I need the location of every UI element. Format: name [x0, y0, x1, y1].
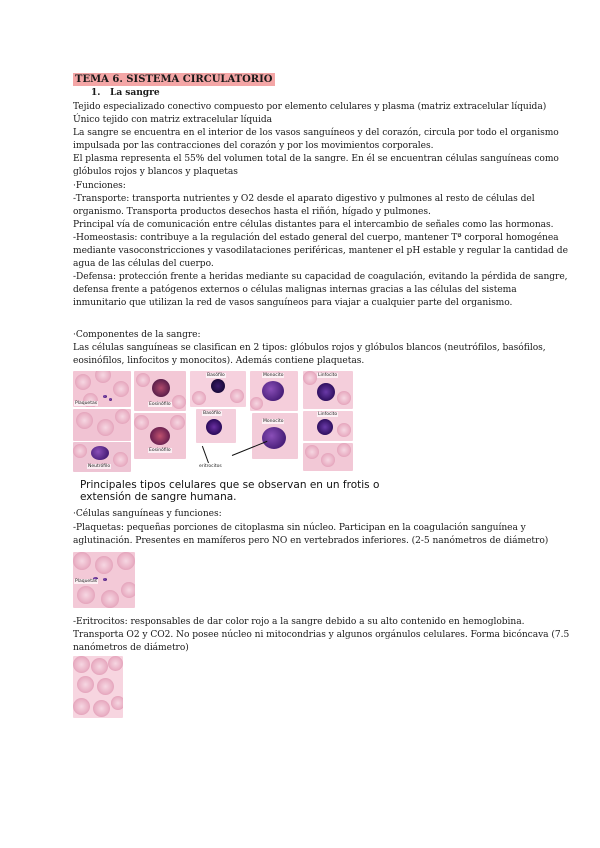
text-line: eosinófilos, linfocitos y monocitos). Además contiene plaquetas.: [73, 356, 365, 366]
section-number: 1.: [91, 87, 101, 98]
micrograph-lymphocyte-bottom: [303, 411, 353, 441]
text-line: nanómetros de diámetro): [73, 643, 189, 653]
micrograph-neutrophil: [73, 442, 131, 472]
micrograph-background-rbc: [73, 409, 131, 441]
label-linfocito-top: Linfocito: [318, 373, 338, 378]
text-line: agua de las células del cuerpo.: [73, 259, 214, 269]
text-line: defensa frente a patógenos externos o células malignas internas gracias a las células del sistema: [73, 285, 517, 295]
caption-line-2: extensión de sangre humana.: [80, 491, 237, 503]
caption-line-1: Principales tipos celulares que se observan en un frotis o: [80, 479, 380, 491]
text-line: aglutinación. Presentes en mamíferos pero NO en vertebrados inferiores. (2-5 nanómetros de diámetro): [73, 536, 549, 546]
text-line: -Plaquetas: pequeñas porciones de citoplasma sin núcleo. Participan en la coagulación sanguínea y: [73, 523, 526, 533]
micrograph-monocyte-bottom: [252, 413, 298, 459]
micrograph-monocyte-top: [250, 371, 298, 411]
micrograph-basophil-center: [196, 409, 236, 443]
erythrocytes-micrograph: [73, 656, 123, 718]
text-line: impulsada por las contracciones del corazón y por los movimientos corporales.: [73, 141, 434, 151]
label-linfocito-bottom: Linfocito: [318, 412, 338, 417]
text-line: Las células sanguíneas se clasifican en 2 tipos: glóbulos rojos y glóbulos blancos (neutrófilos, basófilos,: [73, 343, 546, 353]
platelets-micrograph: [73, 552, 135, 608]
page-title: TEMA 6. SISTEMA CIRCULATORIO: [75, 74, 273, 85]
text-line: glóbulos rojos y blancos y plaquetas: [73, 167, 238, 177]
text-line: -Homeostasis: contribuye a la regulación del estado general del cuerpo, mantener Tª corporal homogénea: [73, 233, 559, 243]
label-monocito-top: Monocito: [263, 373, 284, 378]
text-line: organismo. Transporta productos desechos hasta el riñón, hígado y pulmones.: [73, 207, 431, 217]
micrograph-lymphocyte-top: [303, 371, 353, 409]
micrograph-eosinophil-top: [134, 371, 186, 411]
platelets-micrograph-label: Plaquetas: [75, 579, 98, 584]
micrograph-erythrocytes: [303, 443, 353, 471]
micrograph-eosinophil-bottom: [134, 413, 186, 459]
label-eosinofilo-top: Eosinófilo: [149, 402, 171, 407]
figure-caption: [80, 479, 379, 503]
text-line: ·Componentes de la sangre:: [73, 330, 201, 340]
text-line: -Transporte: transporta nutrientes y O2 desde el aparato digestivo y pulmones al resto de células del: [73, 194, 535, 204]
text-line: ·Células sanguíneas y funciones:: [73, 509, 222, 519]
arrow-left: [202, 446, 209, 463]
label-monocito-bottom: Monocito: [263, 419, 284, 424]
label-neutrofilo: Neutrófilo: [88, 464, 111, 469]
text-line: El plasma representa el 55% del volumen total de la sangre. En él se encuentran células sanguíneas como: [73, 154, 559, 164]
text-line: Tejido especializado conectivo compuesto por elemento celulares y plasma (matriz extracelular líquida): [73, 102, 547, 112]
text-line: Único tejido con matriz extracelular líquida: [73, 115, 272, 125]
text-line: -Eritrocitos: responsables de dar color rojo a la sangre debido a su alto contenido en hemoglobina.: [73, 617, 525, 627]
text-line: Principal vía de comunicación entre células distantes para el intercambio de señales como las hormonas.: [73, 220, 554, 230]
label-basofilo-top: Basófilo: [207, 373, 225, 378]
label-basofilo-center: Basófilo: [203, 411, 221, 416]
text-line: -Defensa: protección frente a heridas mediante su capacidad de coagulación, evitando la pérdida de sangre,: [73, 272, 568, 282]
label-plaquetas: Plaquetas: [75, 401, 98, 406]
text-line: ·Funciones:: [73, 181, 126, 191]
section-heading: [73, 87, 543, 99]
label-eritrocitos: eritrocitos: [199, 464, 222, 469]
text-line: La sangre se encuentra en el interior de los vasos sanguíneos y del corazón, circula por todo el organismo: [73, 128, 559, 138]
label-eosinofilo-bottom: Eosinófilo: [149, 448, 171, 453]
micrograph-basophil-top: [190, 371, 246, 407]
text-line: inmunitario que utilizan la red de vasos sanguíneos para viajar a cualquier parte del organismo.: [73, 298, 513, 308]
text-line: Transporta O2 y CO2. No posee núcleo ni mitocondrias y algunos orgánulos celulares. Forma bicóncava (7.5: [73, 630, 570, 640]
section-heading-text: La sangre: [110, 87, 160, 98]
micrograph-platelets: [73, 371, 131, 407]
text-line: mediante vasoconstricciones y vasodilataciones periféricas, mantener el pH estable y regular la cantidad de: [73, 246, 568, 256]
